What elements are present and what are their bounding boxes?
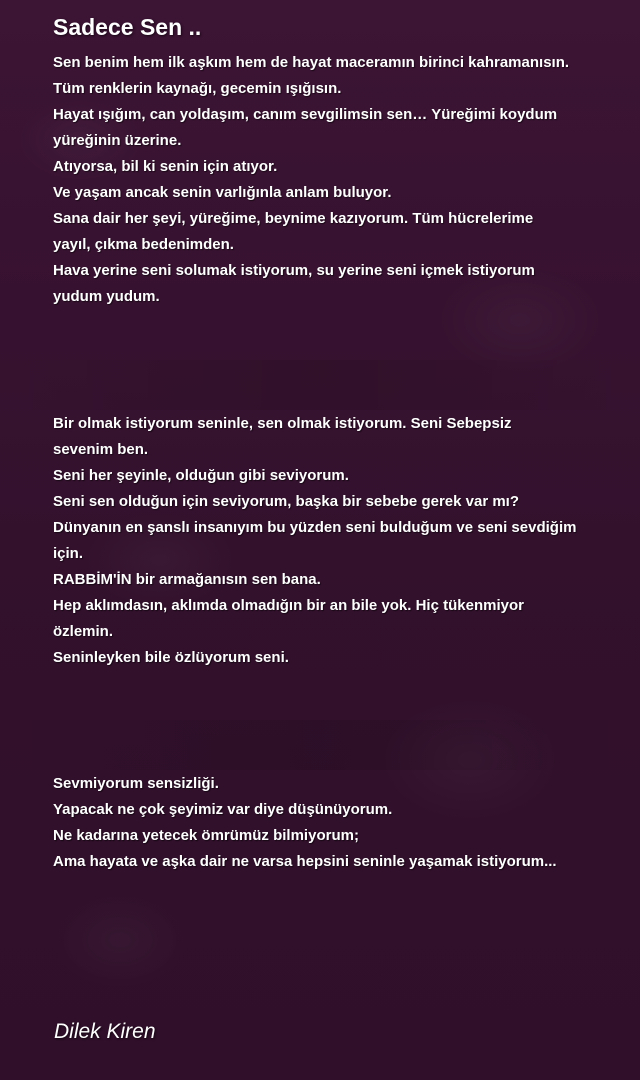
background-band (0, 360, 640, 410)
poem-line: Yapacak ne çok şeyimiz var diye düşünüyorum. (53, 801, 393, 818)
poem-title: Sadece Sen .. (53, 14, 202, 40)
poem-line: Atıyorsa, bil ki senin için atıyor. (53, 158, 278, 175)
poem-line: Ve yaşam ancak senin varlığınla anlam buluyor. (53, 184, 392, 201)
background-band (0, 720, 640, 770)
poem-line: Sana dair her şeyi, yüreğime, beynime kazıyorum. Tüm hücrelerime (53, 210, 534, 227)
poem-line: Seninleyken bile özlüyorum seni. (53, 649, 289, 666)
poem-line: Hep aklımdasın, aklımda olmadığın bir an bile yok. Hiç tükenmiyor (53, 597, 524, 614)
poem-line: Seni her şeyinle, olduğun gibi seviyorum. (53, 467, 349, 484)
poem-line: Hayat ışığım, can yoldaşım, canım sevgilimsin sen… Yüreğimi koydum (53, 106, 558, 123)
poem-line: Sevmiyorum sensizliği. (53, 775, 219, 792)
poem-line: Dünyanın en şanslı insanıyım bu yüzden seni bulduğum ve seni sevdiğim (53, 519, 577, 536)
poem-line: Sen benim hem ilk aşkım hem de hayat maceramın birinci kahramanısın. (53, 54, 570, 71)
poem-line: Ne kadarına yetecek ömrümüz bilmiyorum; (53, 827, 359, 844)
poem-line: Hava yerine seni solumak istiyorum, su yerine seni içmek istiyorum (53, 262, 535, 279)
poem-line: Ama hayata ve aşka dair ne varsa hepsini seninle yaşamak istiyorum... (53, 853, 557, 870)
poem-line: için. (53, 545, 84, 562)
poem-line: Tüm renklerin kaynağı, gecemin ışığısın. (53, 80, 342, 97)
poem-line: yüreğinin üzerine. (53, 132, 182, 149)
poem-author[interactable]: Dilek Kiren (54, 1020, 156, 1043)
poem-line: Bir olmak istiyorum seninle, sen olmak istiyorum. Seni Sebepsiz (53, 415, 512, 432)
stanza-1 (53, 50, 618, 310)
stanza-2 (53, 411, 618, 671)
poem-line: sevenim ben. (53, 441, 149, 458)
poem-line: RABBİM'İN bir armağanısın sen bana. (53, 571, 321, 588)
poem-line: özlemin. (53, 623, 114, 640)
poem-line: yayıl, çıkma bedenimden. (53, 236, 234, 253)
stanza-3 (53, 771, 618, 875)
poem-line: yudum yudum. (53, 288, 160, 305)
poem-line: Seni sen olduğun için seviyorum, başka bir sebebe gerek var mı? (53, 493, 519, 510)
